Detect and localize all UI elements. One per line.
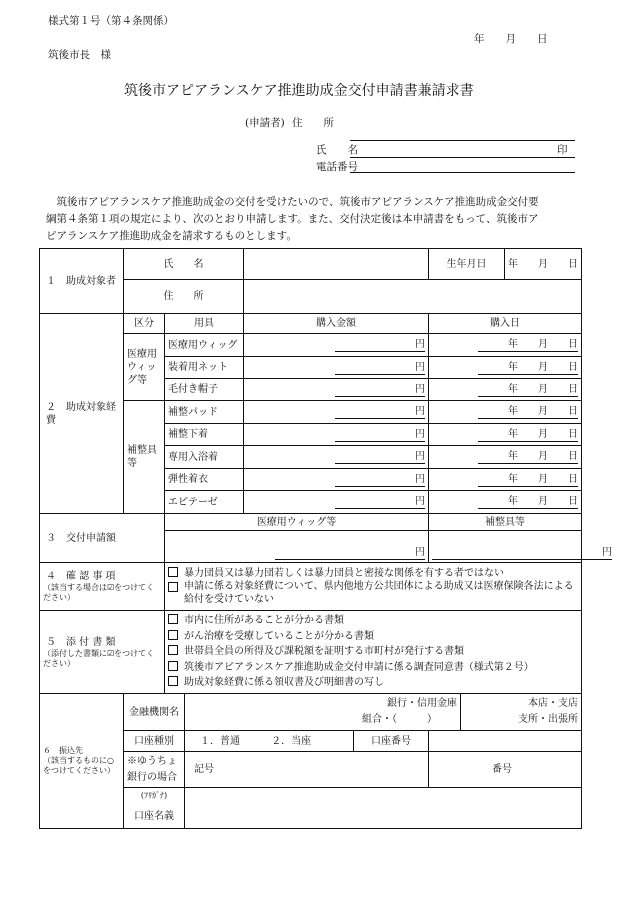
s6-bank-field[interactable]: 銀行・信用金庫 組合・（ ）	[185, 694, 461, 731]
s6-furigana-label: (ﾌﾘｶﾞﾅ)	[124, 788, 185, 805]
s2-amount-hat[interactable]: 円	[244, 379, 429, 401]
account-type-regular[interactable]: １．普通	[200, 735, 240, 747]
s2-date-pad[interactable]: 年 月 日	[429, 401, 582, 424]
s2-date-hat[interactable]: 年 月 日	[429, 379, 582, 401]
address-label: 住 所	[292, 117, 334, 129]
s2-date-net[interactable]: 年 月 日	[429, 357, 582, 379]
s1-birth-label: 生年月日	[429, 249, 505, 280]
s1-address-label: 住 所	[124, 280, 244, 314]
s2-group-wig: 医療用ウィッグ等	[124, 334, 165, 401]
s3-col-wig: 医療用ウィッグ等	[165, 514, 429, 531]
section1-label: １ 助成対象者	[40, 249, 124, 314]
s2-item-wig: 医療用ウィッグ	[165, 334, 244, 357]
name-label: 氏 名	[316, 144, 358, 156]
s2-amount-underwear[interactable]: 円	[244, 424, 429, 446]
s6-yucho-label: ※ゆうちょ 銀行の場合	[124, 752, 185, 788]
s6-bango-field[interactable]: 番号	[429, 752, 582, 788]
intro-line-2: 綱第４条第１項の規定により、次のとおり申請します。また、交付決定後は本申請書をもって、筑後市ア	[46, 213, 539, 225]
s2-amount-net[interactable]: 円	[244, 357, 429, 379]
section4-label: ４ 確 認 事 項 （該当する場合は☑をつけてください）	[40, 563, 165, 611]
name-underline[interactable]	[350, 157, 575, 158]
s2-item-net: 装着用ネット	[165, 357, 244, 379]
s3-amount-wig[interactable]: 円	[165, 531, 429, 563]
s6-account-type-label: 口座種別	[124, 731, 185, 752]
section6-label: ６ 振込先 （該当するものに○をつけてください）	[40, 694, 124, 829]
s2-col-amount: 購入金額	[244, 314, 429, 334]
s5-item-2[interactable]: がん治療を受療していることが分かる書類	[168, 629, 578, 645]
s2-col-category: 区分	[124, 314, 165, 334]
s2-item-bathwear: 専用入浴着	[165, 446, 244, 469]
s2-col-item: 用具	[165, 314, 244, 334]
address-underline	[350, 140, 575, 141]
s1-name-field[interactable]	[244, 249, 429, 280]
s2-amount-pad[interactable]: 円	[244, 401, 429, 424]
seal-mark: 印	[557, 144, 568, 156]
s5-item-1[interactable]: 市内に住所があることが分かる書類	[168, 613, 578, 629]
s2-date-compression[interactable]: 年 月 日	[429, 469, 582, 491]
application-form-table	[39, 248, 613, 829]
checkbox[interactable]	[168, 645, 178, 655]
s3-amount-hosei[interactable]: 円	[429, 531, 582, 563]
s6-furigana-field[interactable]	[185, 788, 582, 805]
checkbox[interactable]	[168, 567, 178, 577]
s1-name-label: 氏 名	[124, 249, 244, 280]
s2-item-underwear: 補整下着	[165, 424, 244, 446]
s2-amount-epithese[interactable]: 円	[244, 491, 429, 514]
phone-label: 電話番号	[316, 161, 358, 173]
s2-date-bathwear[interactable]: 年 月 日	[429, 446, 582, 469]
s5-item-4[interactable]: 筑後市アピアランスケア推進助成金交付申請に係る調査同意書（様式第２号）	[168, 660, 578, 676]
s5-checklist	[165, 611, 582, 694]
s4-checklist	[165, 563, 582, 611]
s2-amount-wig[interactable]: 円	[244, 334, 429, 357]
checkbox[interactable]	[168, 661, 178, 671]
applicant-label: (申請者)	[245, 117, 285, 129]
s6-holder-field[interactable]	[185, 805, 582, 829]
s6-account-number-field[interactable]	[429, 731, 582, 752]
s5-item-3[interactable]: 世帯員全員の所得及び課税額を証明する市町村が発行する書類	[168, 644, 578, 660]
s2-item-epithese: エピテーゼ	[165, 491, 244, 514]
phone-underline[interactable]	[350, 172, 575, 173]
s6-account-type-options[interactable]	[185, 731, 354, 752]
checkbox[interactable]	[168, 676, 178, 686]
s6-bank-label: 金融機関名	[124, 694, 185, 731]
s6-branch-field[interactable]: 本店・支店 支所・出張所	[461, 694, 582, 731]
document-title: 筑後市アピアランスケア推進助成金交付申請書兼請求書	[124, 83, 474, 99]
intro-line-1: 筑後市アピアランスケア推進助成金の交付を受けたいので、筑後市アピアランスケア推進助成金交付要	[46, 196, 539, 208]
account-type-current[interactable]: ２．当座	[271, 735, 312, 747]
s4-item-2[interactable]: 申請に係る対象経費について、県内他地方公共団体による助成又は医療保険各法による給付を受けていない	[168, 580, 578, 606]
intro-line-3: ピアランスケア推進助成金を請求するものとします。	[46, 230, 297, 242]
s3-col-hosei: 補整具等	[429, 514, 582, 531]
s2-date-wig[interactable]: 年 月 日	[429, 334, 582, 357]
s2-amount-bathwear[interactable]: 円	[244, 446, 429, 469]
checkbox[interactable]	[168, 630, 178, 640]
s2-item-pad: 補整パッド	[165, 401, 244, 424]
section3-label: ３ 交付申請額	[40, 514, 165, 563]
date-placeholder: 年 月 日	[474, 33, 548, 45]
s6-holder-label: 口座名義	[124, 805, 185, 829]
s2-col-date: 購入日	[429, 314, 582, 334]
s1-address-field[interactable]	[244, 280, 582, 314]
form-number: 様式第１号（第４条関係）	[48, 15, 174, 27]
s2-group-hosei: 補整具等	[124, 401, 165, 514]
s2-item-hat: 毛付き帽子	[165, 379, 244, 401]
s2-date-underwear[interactable]: 年 月 日	[429, 424, 582, 446]
s4-item-1[interactable]: 暴力団員又は暴力団若しくは暴力団員と密接な関係を有する者ではない	[168, 567, 578, 580]
s2-item-compression: 弾性着衣	[165, 469, 244, 491]
s6-kigo-field[interactable]: 記号	[185, 752, 429, 788]
s6-account-number-label: 口座番号	[354, 731, 429, 752]
section2-label: ２ 助成対象経費	[40, 314, 124, 514]
checkbox[interactable]	[168, 582, 178, 592]
addressee: 筑後市長 様	[48, 49, 111, 61]
s1-birth-field[interactable]: 年 月 日	[505, 249, 582, 280]
checkbox[interactable]	[168, 614, 178, 624]
section5-label: ５ 添 付 書 類 （添付した書類に☑をつけてください）	[40, 611, 165, 694]
s2-amount-compression[interactable]: 円	[244, 469, 429, 491]
s2-date-epithese[interactable]: 年 月 日	[429, 491, 582, 514]
s5-item-5[interactable]: 助成対象経費に係る領収書及び明細書の写し	[168, 675, 578, 691]
